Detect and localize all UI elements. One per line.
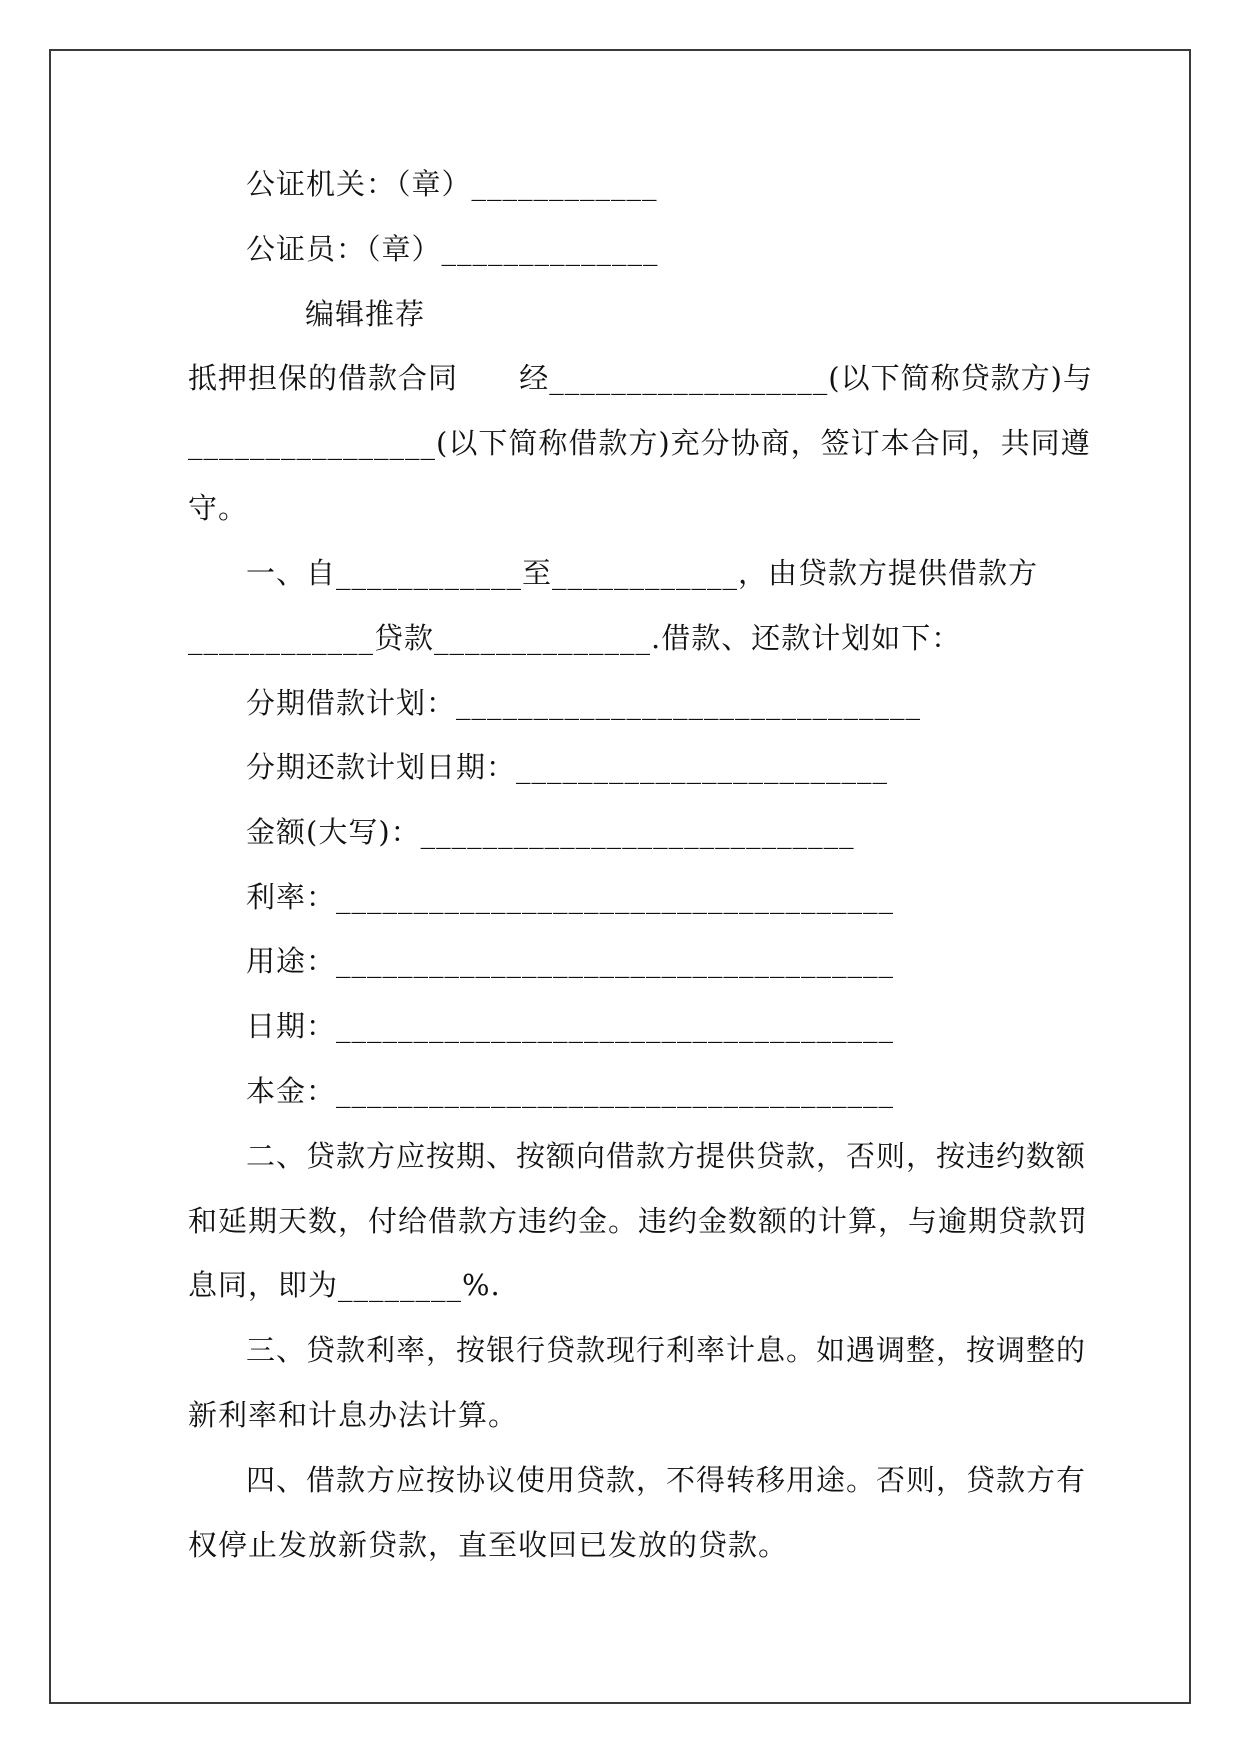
contract-intro-line-2: ________________(以下简称借款方)充分协商，签订本合同，共同遵	[188, 426, 1091, 460]
notary-office-line: 公证机关：（章）____________	[246, 167, 658, 201]
contract-intro-line-3: 守。	[188, 491, 249, 525]
clause-1-line-2: ____________贷款______________.借款、还款计划如下：	[188, 621, 962, 655]
purpose-field: 用途：____________________________________	[246, 944, 895, 978]
clause-2-line-1: 二、贷款方应按期、按额向借款方提供贷款，否则，按违约数额	[246, 1139, 1087, 1173]
interest-rate-field: 利率：____________________________________	[246, 880, 895, 914]
editor-recommendation: 编辑推荐	[305, 297, 426, 331]
clause-1-line-1: 一、自____________至____________，由贷款方提供借款方	[246, 556, 1039, 590]
repayment-date-field: 分期还款计划日期：________________________	[246, 750, 889, 784]
clause-3-line-1: 三、贷款利率，按银行贷款现行利率计息。如遇调整，按调整的	[246, 1333, 1087, 1367]
clause-2-line-3: 息同，即为________%.	[188, 1268, 501, 1302]
amount-field: 金额(大写)：____________________________	[246, 815, 855, 849]
principal-field: 本金：____________________________________	[246, 1074, 895, 1108]
notary-line: 公证员：（章）______________	[246, 232, 659, 266]
clause-4-line-1: 四、借款方应按协议使用贷款，不得转移用途。否则，贷款方有	[246, 1463, 1087, 1497]
clause-2-line-2: 和延期天数，付给借款方违约金。违约金数额的计算，与逾期贷款罚	[188, 1204, 1089, 1238]
contract-intro-line-1: 抵押担保的借款合同 经__________________(以下简称贷款方)与	[188, 361, 1093, 395]
clause-3-line-2: 新利率和计息办法计算。	[188, 1398, 519, 1432]
borrowing-plan-field: 分期借款计划：______________________________	[246, 686, 922, 720]
clause-4-line-2: 权停止发放新贷款，直至收回已发放的贷款。	[188, 1528, 789, 1562]
date-field: 日期：____________________________________	[246, 1009, 895, 1043]
